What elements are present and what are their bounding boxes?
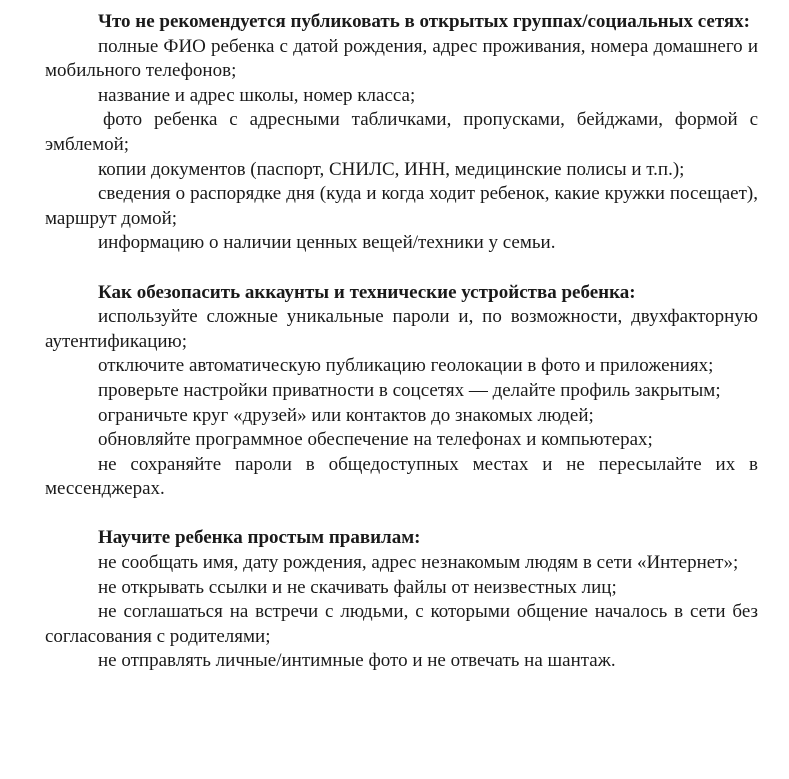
list-item: ограничьте круг «друзей» или контактов до знакомых людей;: [98, 404, 594, 426]
list-item: сведения о распорядке дня (куда и когда ходит ребенок, какие кружки посещает), маршрут домой;: [45, 183, 758, 229]
list-item: обновляйте программное обеспечение на телефонах и компьютерах;: [98, 429, 653, 451]
list-item: копии документов (паспорт, СНИЛС, ИНН, медицинские полисы и т.п.);: [98, 158, 685, 180]
list-item: не соглашаться на встречи с людьми, с которыми общение началось в сети без согласования с родителями;: [45, 601, 758, 647]
list-item: полные ФИО ребенка с датой рождения, адрес проживания, номера домашнего и мобильного телефонов;: [45, 35, 758, 82]
list-item: название и адрес школы, номер класса;: [98, 84, 416, 106]
section-protect-accounts: [45, 281, 758, 502]
list-item: не сохраняйте пароли в общедоступных местах и не пересылайте их в мессенджерах.: [45, 453, 758, 500]
list-item: не сообщать имя, дату рождения, адрес незнакомым людям в сети «Интернет»;: [98, 552, 739, 574]
list-item: используйте сложные уникальные пароли и, по возможности, двухфакторную аутентификацию;: [45, 306, 758, 352]
list-item: информацию о наличии ценных вещей/техники у семьи.: [98, 232, 556, 254]
section-heading: Как обезопасить аккаунты и технические устройства ребенка:: [98, 281, 636, 303]
list-item: отключите автоматическую публикацию геолокации в фото и приложениях;: [98, 355, 714, 377]
section-heading: Научите ребенка простым правилам:: [98, 527, 421, 549]
list-item: не открывать ссылки и не скачивать файлы от неизвестных лиц;: [98, 576, 617, 598]
document-body: [45, 10, 758, 699]
list-item: фото ребенка с адресными табличками, пропусками, бейджами, формой с эмблемой;: [45, 109, 758, 155]
list-item: проверьте настройки приватности в соцсетях — делайте профиль закрытым;: [98, 379, 721, 401]
section-heading: Что не рекомендуется публиковать в открытых группах/социальных сетях:: [98, 11, 751, 32]
section-teach-child-rules: [45, 526, 758, 674]
section-what-not-to-publish: [45, 10, 758, 256]
list-item: не отправлять личные/интимные фото и не отвечать на шантаж.: [98, 650, 616, 672]
